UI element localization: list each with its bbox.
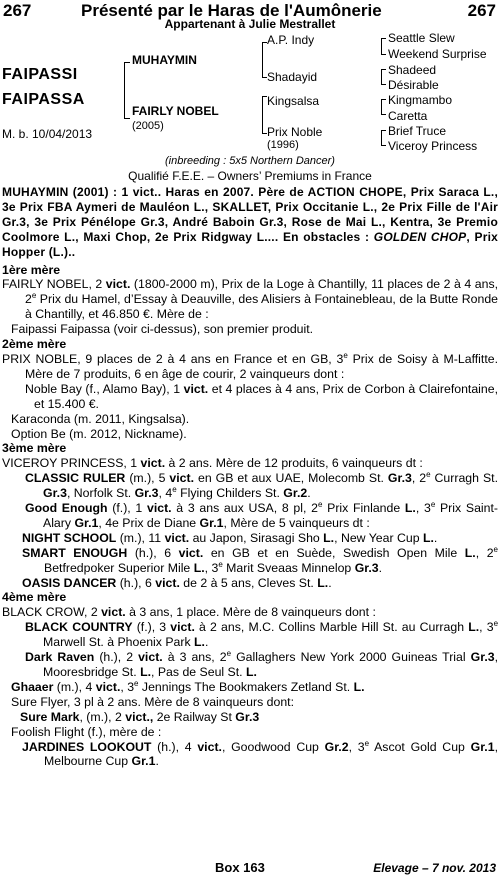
produce-karaconda: Karaconda (m. 2011, Kingsalsa). [11,411,190,426]
horse-name-2: FAIPASSA [2,91,85,108]
third-dam-heading: 3ème mère [2,441,67,456]
produce-foolish-flight: Foolish Flight (f.), mère de : [11,724,162,739]
produce-good-enough: Good Enough (f.), 1 vict. à 3 ans aux USA, 8 pl, 2e Prix Finlande L., 3e Prix Saint-Alary Gr.1, 4e Prix de Diane Gr.1, Mère de 5 vainqueurs dt : [25,499,498,530]
lot-number-right: 267 [467,1,496,20]
pedigree-sd: Shadayid [267,70,318,84]
horse-details: M. b. 10/04/2013 [2,127,93,141]
fourth-dam-paragraph: BLACK CROW, 2 vict. à 3 ans, 1 place. Mère de 8 vainqueurs dont : [2,605,376,620]
produce-sure-mark: Sure Mark, (m.), 2 vict., 2e Railway St Gr.3 [20,709,260,724]
produce-noble-bay: Noble Bay (f., Alamo Bay), 1 vict. et 4 places à 4 ans, Prix de Corbon à Clairefontaine, et 15.400 €. [25,381,498,411]
first-dam-heading: 1ère mère [2,262,61,277]
pedigree-bracket-3d [381,130,386,146]
qualification-note: Qualifié F.E.E. – Owners’ Premiums in France [128,169,372,183]
first-dam-paragraph: FAIRLY NOBEL, 2 vict. (1800-2000 m), Prix de la Loge à Chantilly, 11 places de 2 à 4 ans, 2e Prix du Hamel, d’Essay à Deauville, des Alisiers à Fontainebleau, de la Butte Ronde à Chantilly, et 46.850 €. Mère de : [2,277,499,322]
pedigree-ss: A.P. Indy [267,33,315,47]
pedigree-dd-year: (1996) [267,139,299,151]
pedigree-sds: Shadeed [388,63,437,77]
inbreeding-note: (inbreeding : 5x5 Northern Dancer) [165,155,335,167]
produce-classic-ruler: CLASSIC RULER (m.), 5 vict. en GB et aux UAE, Molecomb St. Gr.3, 2e Curragh St. Gr.3, Norfolk St. Gr.3, 4e Flying Childers St. Gr.2. [25,470,499,501]
lot-number-left: 267 [3,1,32,20]
pedigree-dss: Kingmambo [388,93,453,107]
pedigree-dam: FAIRLY NOBEL [132,104,219,118]
produce-black-country: BLACK COUNTRY (f.), 3 vict. à 2 ans, M.C. Collins Marble Hill St. au Curragh L., 3e Marwell St. à Phoenix Park L.. [25,619,499,650]
footer-edition: Elevage – 7 nov. 2013 [373,861,496,875]
pedigree-bracket-3c [381,99,386,115]
page-title: Présenté par le Haras de l'Aumônerie [81,1,382,20]
pedigree-dds: Brief Truce [388,124,447,138]
pedigree-bracket-3a [381,38,386,55]
produce-jardines-lookout: JARDINES LOOKOUT (h.), 4 vict., Goodwood Cup Gr.2, 3e Ascot Gold Cup Gr.1, Melbourne Cup Gr.1. [22,738,498,769]
owner-line: Appartenant à Julie Mestrallet [164,17,336,31]
pedigree-bracket-1 [124,62,130,119]
produce-oasis-dancer: OASIS DANCER (h.), 6 vict. de 2 à 5 ans, Cleves St. L.. [22,575,332,590]
footer-box: Box 163 [215,860,265,875]
pedigree-dd: Prix Noble [267,125,323,139]
produce-dark-raven: Dark Raven (h.), 2 vict. à 3 ans, 2e Gallaghers New York 2000 Guineas Trial Gr.3, Mooresbridge St. L., Pas de Seul St. L. [25,649,499,679]
pedigree-sire: MUHAYMIN [132,53,197,67]
produce-night-school: NIGHT SCHOOL (m.), 11 vict. au Japon, Sirasagi Sho L., New Year Cup L.. [22,530,438,545]
second-dam-heading: 2ème mère [2,337,67,352]
produce-sure-flyer: Sure Flyer, 3 pl à 2 ans. Mère de 8 vainqueurs dont: [11,694,294,709]
produce-ghaaer: Ghaaer (m.), 4 vict., 3e Jennings The Bookmakers Zetland St. L. [11,678,365,694]
fourth-dam-heading: 4ème mère [2,590,67,605]
second-dam-paragraph: PRIX NOBLE, 9 places de 2 à 4 ans en France et en GB, 3e Prix de Soisy à M-Laffitte. Mère de 7 produits, 6 en âge de courir, 2 vainqueurs dont : [2,350,498,381]
pedigree-bracket-3b [381,69,386,85]
produce-smart-enough: SMART ENOUGH (h.), 6 vict. en GB et en Suède, Swedish Open Mile L., 2e Betfredpoker Superior Mile L., 3e Marit Sveaas Minnelop Gr.3. [22,544,498,575]
first-dam-produce: Faipassi Faipassa (voir ci-dessus), son premier produit. [11,322,314,337]
pedigree-ddd: Viceroy Princess [388,139,478,153]
third-dam-paragraph: VICEROY PRINCESS, 1 vict. à 2 ans. Mère de 12 produits, 6 vainqueurs dt : [2,456,423,471]
pedigree-ds: Kingsalsa [267,94,320,108]
catalogue-body [2,185,498,769]
horse-name-1: FAIPASSI [2,66,78,83]
pedigree-dsd: Caretta [388,109,428,123]
produce-option-be: Option Be (m. 2012, Nickname). [11,426,187,441]
pedigree-dam-year: (2005) [132,120,164,132]
pedigree-sdd: Désirable [388,78,439,92]
pedigree-ssd: Weekend Surprise [388,47,487,61]
sire-paragraph: MUHAYMIN (2001) : 1 vict.. Haras en 2007. Père de ACTION CHOPE, Prix Saraca L., 3e Prix FBA Aymeri de Mauléon L., SKALLET, Prix Occitanie L., 2e Prix Fille de l'Air Gr.3, 3e Prix Pénélope Gr.3, André Baboin Gr.3, Rose de Mai L., Kentra, 3e Premio Coolmore L., Maxi Chop, 2e Prix Ridgway L.... En obstacles : GOLDEN CHOP, Prix Hopper (L.).. [2,185,498,259]
pedigree-sss: Seattle Slew [388,31,455,45]
